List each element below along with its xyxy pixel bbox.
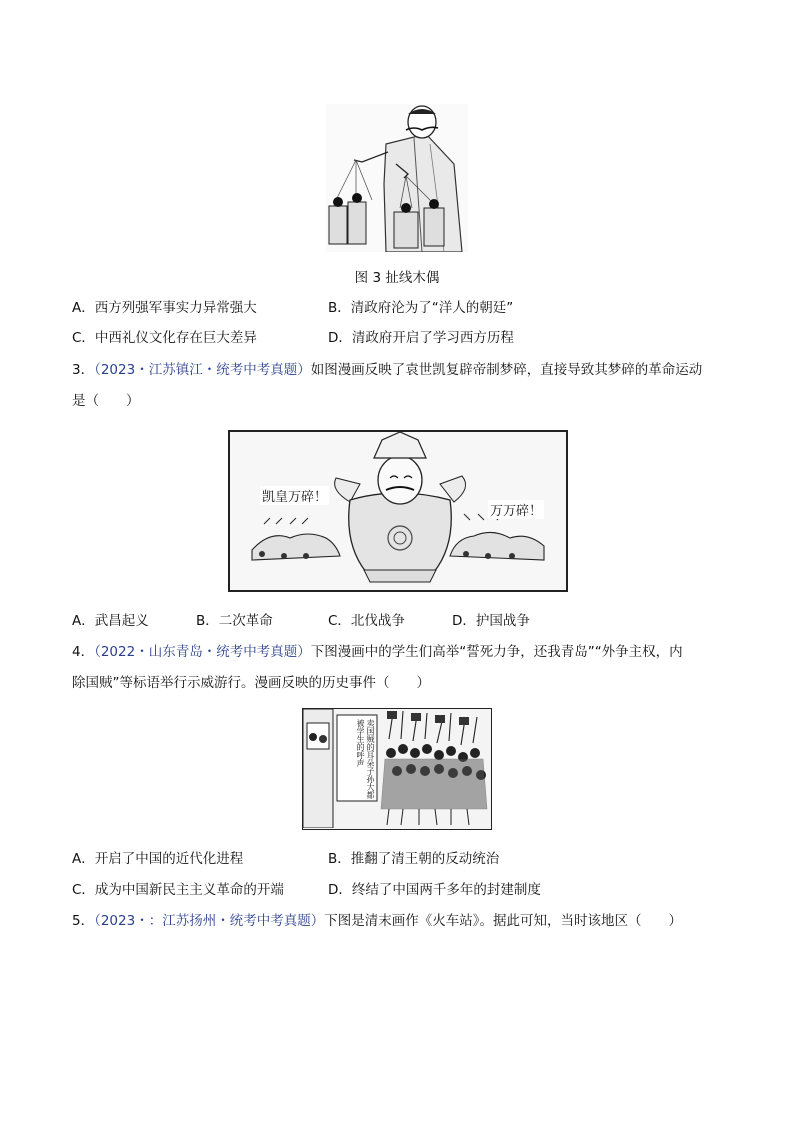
q2-option-c[interactable]: C．中西礼仪文化存在巨大差异 [72, 330, 257, 346]
q3-option-a[interactable]: A．武昌起义 [72, 613, 149, 629]
question-text: 下图是清末画作《火车站》。据此可知，当时该地区（ ） [324, 913, 682, 929]
q4-option-d[interactable]: D．终结了中国两千多年的封建制度 [328, 882, 541, 898]
yuan-shikai-cartoon-image [228, 430, 568, 592]
question-source: （2023・江苏镇江・统考中考真题） [94, 362, 311, 378]
figure-caption: 图 3 扯线木偶 [354, 270, 440, 286]
q4-stem-continued: 除国贼”等标语举行示威游行。漫画反映的历史事件（ ） [72, 675, 430, 691]
cartoon-caption-left: 凯皇万碎！ [260, 486, 329, 505]
question-number: 4． [72, 644, 95, 660]
q2-option-a[interactable]: A．西方列强军事实力异常强大 [72, 300, 257, 316]
question-source: （2023・：江苏扬州・统考中考真题） [94, 913, 325, 929]
question-text: 如图漫画反映了袁世凯复辟帝制梦碎，直接导致其梦碎的革命运动 [310, 362, 703, 378]
cartoon-caption-right: 万万碎！ [488, 500, 544, 519]
q5-stem [72, 911, 682, 931]
question-text: 下图漫画中的学生们高举“誓死力争，还我青岛”“外争主权，内 [310, 644, 683, 660]
q2-option-d[interactable]: D．清政府开启了学习西方历程 [328, 330, 514, 346]
question-number: 3． [72, 362, 95, 378]
q4-option-a[interactable]: A．开启了中国的近代化进程 [72, 851, 244, 867]
question-number: 5． [72, 913, 95, 929]
q4-option-b[interactable]: B．推翻了清王朝的反动统治 [328, 851, 500, 867]
q3-stem [72, 360, 702, 380]
q3-option-b[interactable]: B．二次革命 [196, 613, 273, 629]
q2-option-b[interactable]: B．清政府沦为了“洋人的朝廷” [328, 300, 514, 316]
q3-option-c[interactable]: C．北伐战争 [328, 613, 405, 629]
question-source: （2022・山东青岛・统考中考真题） [94, 644, 311, 660]
q3-option-d[interactable]: D．护国战争 [452, 613, 530, 629]
q4-stem [72, 642, 683, 662]
poster-text: 卖国贼的耳朵子孙大都被学生的呼声 [356, 719, 375, 799]
may-fourth-cartoon-image [302, 708, 492, 830]
puppet-cartoon-image [326, 104, 468, 252]
q3-stem-continued: 是（ ） [72, 393, 140, 409]
q4-option-c[interactable]: C．成为中国新民主主义革命的开端 [72, 882, 284, 898]
